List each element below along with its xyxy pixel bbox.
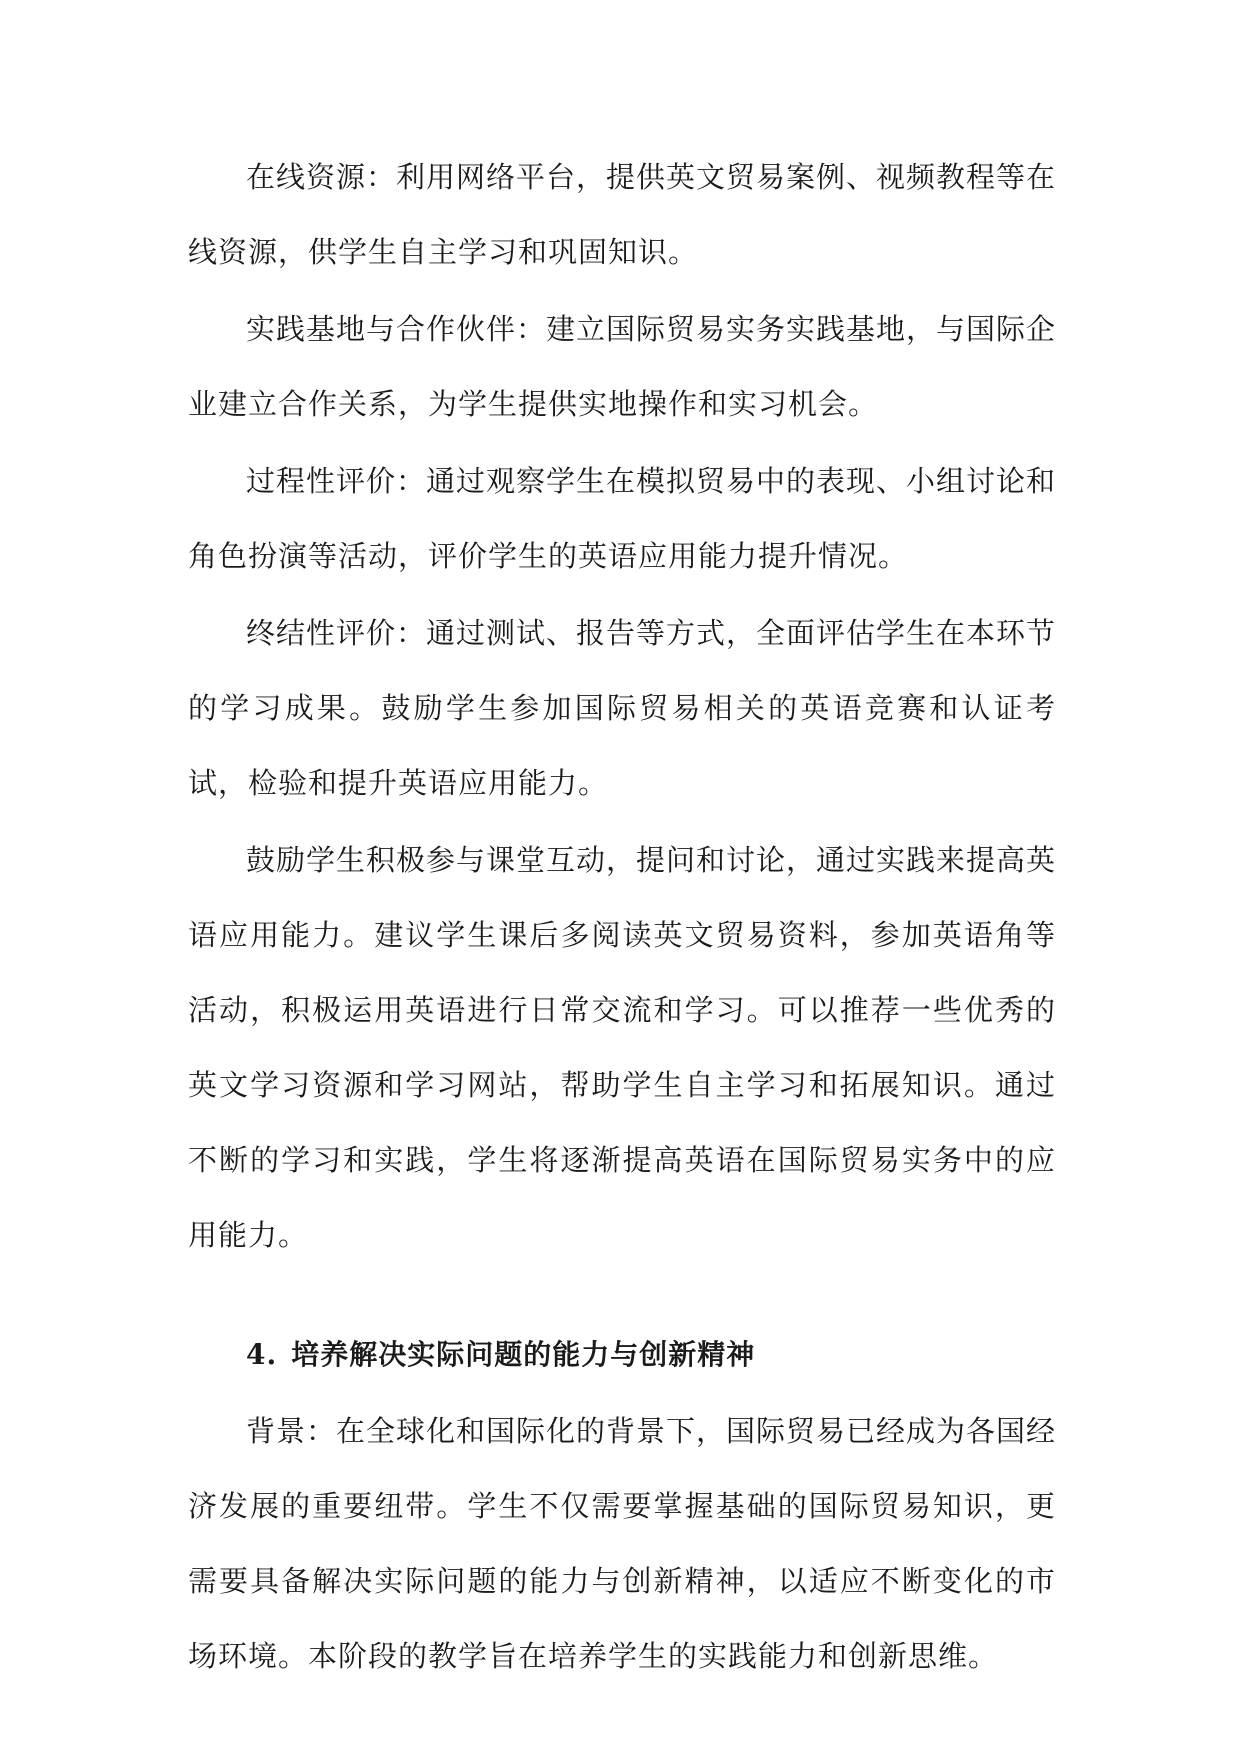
section-heading (188, 1317, 1056, 1392)
paragraph-practice-base: 实践基地与合作伙伴：建立国际贸易实务实践基地，与国际企业建立合作关系，为学生提供实地操作和实习机会。 (188, 312, 1057, 421)
section-title: 培养解决实际问题的能力与创新精神 (291, 1338, 756, 1371)
document-body (188, 140, 1056, 1696)
paragraph-encouragement: 鼓励学生积极参与课堂互动，提问和讨论，通过实践来提高英语应用能力。建议学生课后多阅读英文贸易资料，参加英语角等活动，积极运用英语进行日常交流和学习。可以推荐一些优秀的英文学习资源和学习网站，帮助学生自主学习和拓展知识。通过不断的学习和实践，学生将逐渐提高英语在国际贸易实务中的应用能力。 (188, 843, 1057, 1252)
paragraph-online-resources: 在线资源：利用网络平台，提供英文贸易案例、视频教程等在线资源，供学生自主学习和巩固知识。 (188, 160, 1057, 269)
paragraph-process-evaluation: 过程性评价：通过观察学生在模拟贸易中的表现、小组讨论和角色扮演等活动，评价学生的英语应用能力提升情况。 (188, 464, 1057, 573)
section-number: 4. (246, 1338, 278, 1371)
paragraph-background: 背景：在全球化和国际化的背景下，国际贸易已经成为各国经济发展的重要纽带。学生不仅需要掌握基础的国际贸易知识，更需要具备解决实际问题的能力与创新精神，以适应不断变化的市场环境。本阶段的教学旨在培养学生的实践能力和创新思维。 (188, 1414, 1057, 1673)
paragraph-summative-evaluation: 终结性评价：通过测试、报告等方式，全面评估学生在本环节的学习成果。鼓励学生参加国际贸易相关的英语竞赛和认证考试，检验和提升英语应用能力。 (188, 616, 1057, 800)
